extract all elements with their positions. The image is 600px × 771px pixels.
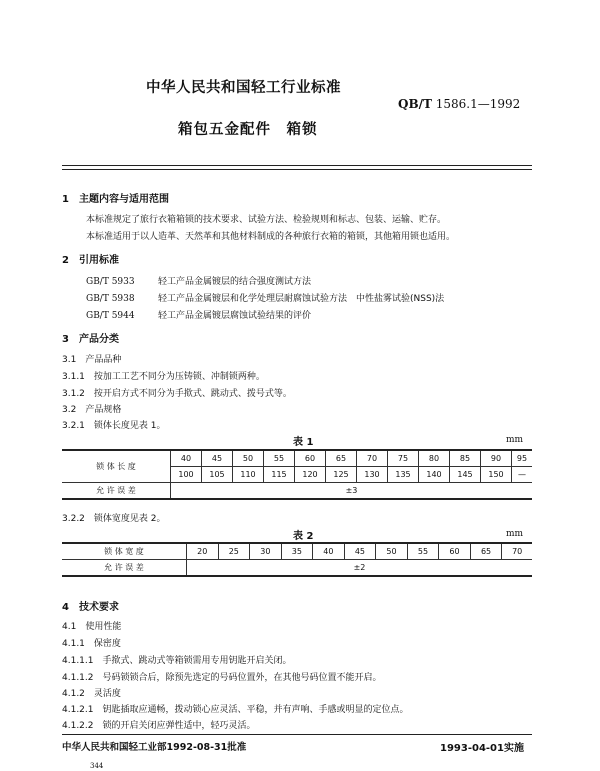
reference-code: GB/T 5944 [86, 311, 135, 321]
table-1 [62, 449, 532, 500]
table-cell: 125 [326, 467, 357, 483]
standard-code-number: 1586.1—1992 [431, 97, 521, 111]
table-cell: 65 [470, 543, 502, 560]
table-cell: 130 [357, 467, 388, 483]
table-cell: 140 [419, 467, 450, 483]
table-cell: 70 [357, 450, 388, 467]
clause-4-1-2: 4.1.2 灵活度 [62, 689, 121, 699]
clause-4-1-1: 4.1.1 保密度 [62, 639, 121, 649]
table-cell: 50 [233, 450, 264, 467]
header-rule [62, 165, 532, 166]
clause-3-1: 3.1 产品品种 [62, 355, 122, 365]
table-cell: 20 [187, 543, 219, 560]
table-2-caption: 表 2 [293, 531, 314, 542]
standard-code-prefix: QB/T [398, 97, 432, 111]
table-cell: — [512, 467, 533, 483]
clause-3-1-1: 3.1.1 按加工工艺不同分为压铸锁、冲制锁两种。 [62, 372, 265, 382]
table-cell: 65 [326, 450, 357, 467]
header-rule-double [62, 169, 532, 170]
clause-3-2-2: 3.2.2 锁体宽度见表 2。 [62, 514, 166, 524]
reference-text: 轻工产品金属镀层腐蚀试验结果的评价 [158, 311, 312, 321]
clause-4-1-1-2: 4.1.1.2 号码锁锁合后，除预先选定的号码位置外，在其他号码位置不能开启。 [62, 673, 382, 683]
table-1-label-length: 锁 体 长 度 [62, 450, 171, 483]
section-1-paragraph-2: 本标准适用于以人造革、天然革和其他材料制成的各种旅行衣箱的箱锁，其他箱用锁也适用。 [86, 232, 456, 242]
table-1-label-tolerance: 允 许 误 差 [62, 483, 171, 500]
clause-4-1-1-1: 4.1.1.1 手揿式、跳动式等箱锁需用专用钥匙开启关闭。 [62, 656, 292, 666]
reference-code: GB/T 5938 [86, 294, 135, 304]
clause-3-2: 3.2 产品规格 [62, 405, 122, 415]
table-cell: 90 [481, 450, 512, 467]
table-cell: 105 [202, 467, 233, 483]
section-1-title: 1 主题内容与适用范围 [62, 194, 169, 205]
approval-date: 中华人民共和国轻工业部1992-08-31批准 [62, 742, 247, 753]
table-cell: 60 [439, 543, 471, 560]
page-number: 344 [90, 762, 104, 770]
table-cell: 55 [407, 543, 439, 560]
table-cell: 80 [419, 450, 450, 467]
table-2-tolerance: ±2 [187, 560, 533, 577]
table-cell: 50 [376, 543, 408, 560]
clause-4-1: 4.1 使用性能 [62, 622, 122, 632]
reference-text: 轻工产品金属镀层和化学处理层耐腐蚀试验方法 中性盐雾试验(NSS)法 [158, 294, 445, 304]
table-1-tolerance: ±3 [171, 483, 533, 500]
table-cell: 70 [502, 543, 532, 560]
table-cell: 95 [512, 450, 533, 467]
table-cell: 55 [264, 450, 295, 467]
table-cell: 35 [281, 543, 313, 560]
table-cell: 30 [250, 543, 282, 560]
reference-item [86, 308, 311, 321]
table-2-label-tolerance: 允 许 误 差 [62, 560, 187, 577]
table-1-caption: 表 1 [293, 437, 314, 448]
table-cell: 115 [264, 467, 295, 483]
table-cell: 60 [295, 450, 326, 467]
table-cell: 85 [450, 450, 481, 467]
table-cell: 135 [388, 467, 419, 483]
section-3-title: 3 产品分类 [62, 334, 119, 345]
table-cell: 75 [388, 450, 419, 467]
effective-date: 1993-04-01实施 [440, 743, 524, 754]
table-cell: 110 [233, 467, 264, 483]
section-1-paragraph-1: 本标准规定了旅行衣箱箱锁的技术要求、试验方法、检验规则和标志、包装、运输、贮存。 [86, 215, 447, 225]
standard-code [398, 97, 520, 111]
table-2-unit: mm [506, 529, 524, 539]
table-1-unit: mm [506, 435, 524, 445]
reference-item [86, 291, 444, 304]
table-cell: 100 [171, 467, 202, 483]
document-title: 箱包五金配件 箱锁 [178, 122, 318, 138]
clause-3-1-2: 3.1.2 按开启方式不同分为手揿式、跳动式、拨号式等。 [62, 389, 292, 399]
clause-3-2-1: 3.2.1 锁体长度见表 1。 [62, 421, 166, 431]
reference-item [86, 274, 311, 287]
clause-4-1-2-2: 4.1.2.2 锁的开启关闭应弹性适中，轻巧灵活。 [62, 721, 256, 731]
table-2-label-width: 锁 体 宽 度 [62, 543, 187, 560]
table-cell: 40 [171, 450, 202, 467]
reference-code: GB/T 5933 [86, 277, 135, 287]
section-2-title: 2 引用标准 [62, 255, 119, 266]
section-4-title: 4 技术要求 [62, 602, 119, 613]
table-cell: 120 [295, 467, 326, 483]
reference-text: 轻工产品金属镀层的结合强度测试方法 [158, 277, 312, 287]
table-cell: 25 [218, 543, 250, 560]
table-cell: 40 [313, 543, 345, 560]
clause-4-1-2-1: 4.1.2.1 钥匙插取应通畅，拨动锁心应灵活、平稳，并有声响、手感或明显的定位点。 [62, 705, 409, 715]
table-cell: 45 [202, 450, 233, 467]
table-cell: 145 [450, 467, 481, 483]
footer-rule [62, 734, 532, 735]
standard-title: 中华人民共和国轻工行业标准 [146, 80, 341, 96]
table-cell: 45 [344, 543, 376, 560]
table-cell: 150 [481, 467, 512, 483]
table-2 [62, 542, 532, 577]
